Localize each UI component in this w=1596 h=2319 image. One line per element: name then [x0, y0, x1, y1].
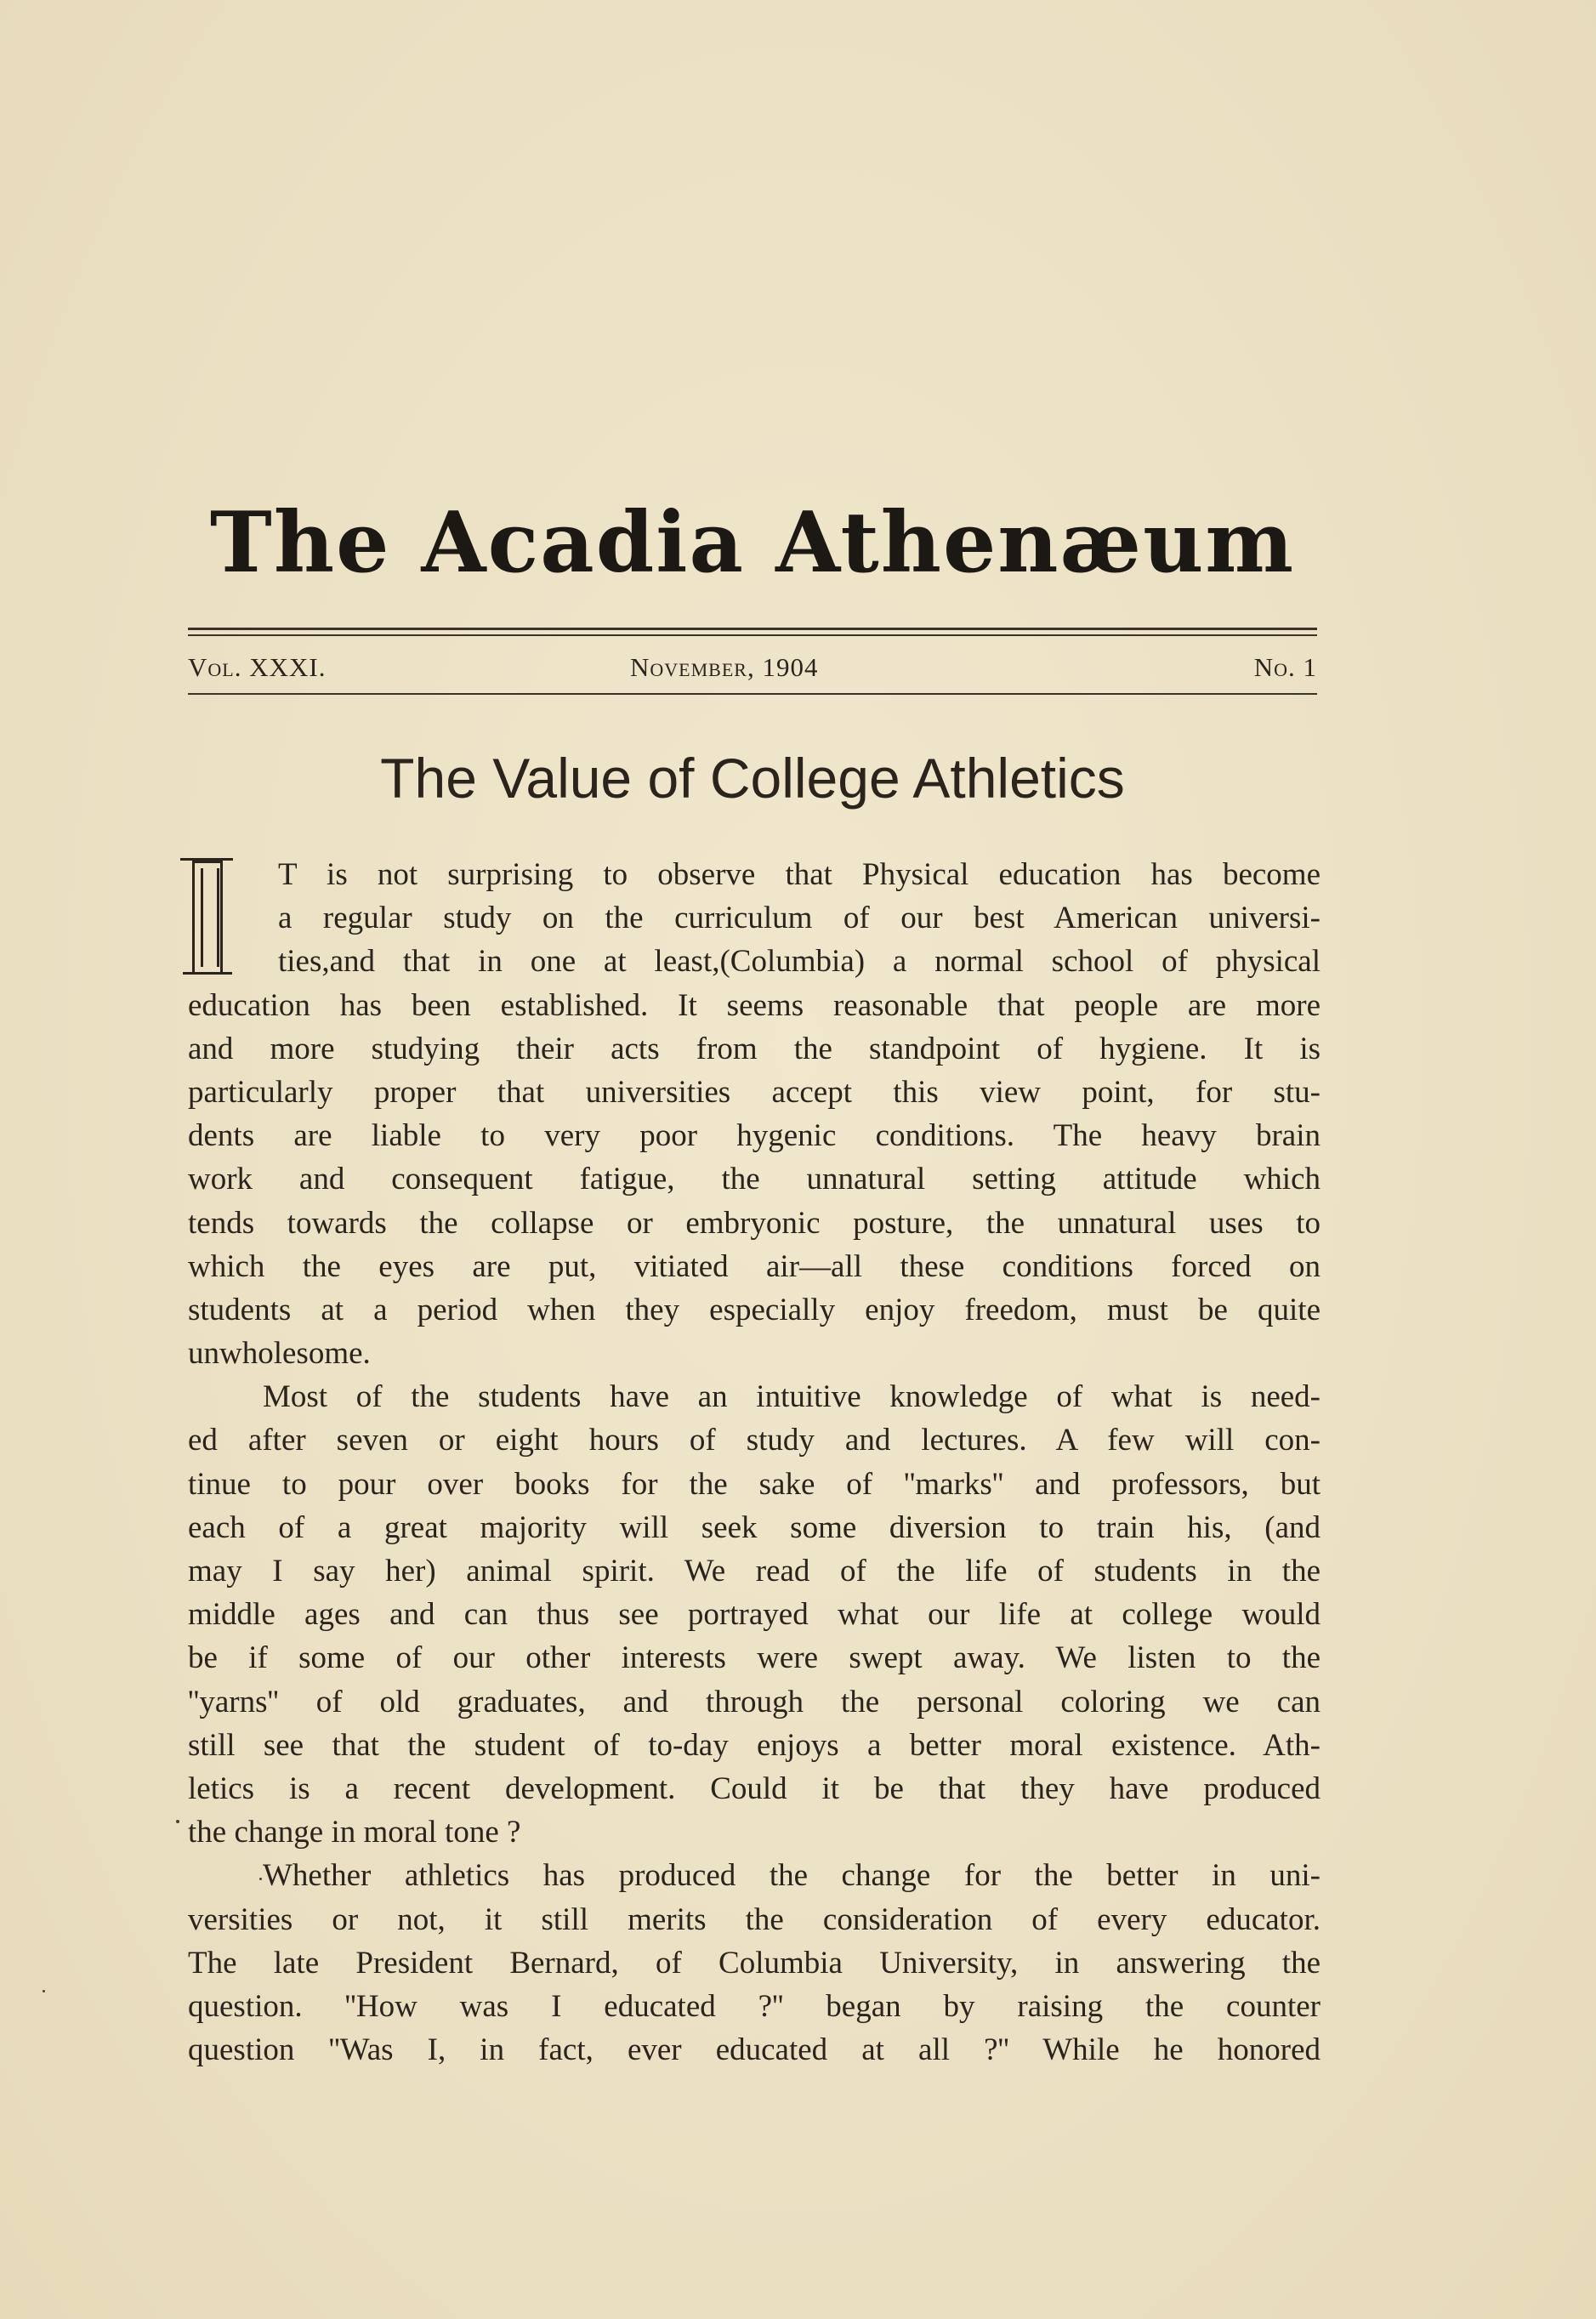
text-line: The late President Bernard, of Columbia University, in answering the [188, 1945, 1321, 1981]
text-line: education has been established. It seems reasonable that people are more [188, 987, 1321, 1023]
text-line: letics is a recent development. Could it be that they have produced [188, 1771, 1321, 1806]
paragraph-3 [188, 1854, 1321, 2072]
text-line: each of a great majority will seek some diversion to train his, (and [188, 1509, 1321, 1545]
text-line: work and consequent fatigue, the unnatural setting attitude which [188, 1162, 1321, 1197]
paper-speck [176, 1820, 179, 1823]
article-body [188, 853, 1321, 2072]
text-line: the change in moral tone ? [188, 1815, 521, 1850]
text-line: ties,and that in one at least,(Columbia) a normal school of physical [278, 944, 1321, 980]
paper-speck [259, 1878, 262, 1880]
masthead-rule-top [188, 628, 1317, 630]
text-line: particularly proper that universities accept this view point, for stu- [188, 1074, 1321, 1110]
text-line: dents are liable to very poor hygenic conditions. The heavy brain [188, 1118, 1321, 1154]
issue-info-line [188, 652, 1317, 686]
paragraph-2 [188, 1375, 1321, 1854]
text-line: middle ages and can thus see portrayed what our life at college would [188, 1597, 1321, 1633]
text-line: may I say her) animal spirit. We read of the life of students in the [188, 1554, 1321, 1589]
text-line: Whether athletics has produced the change for the better in uni- [263, 1858, 1321, 1894]
masthead-rule-double [188, 634, 1317, 636]
paragraph-1 [188, 853, 1321, 1375]
text-line: a regular study on the curriculum of our best American universi- [278, 901, 1321, 936]
text-line: students at a period when they especially enjoy freedom, must be quite [188, 1292, 1321, 1327]
text-line: versities or not, it still merits the consideration of every educator. [188, 1901, 1321, 1937]
text-line: and more studying their acts from the standpoint of hygiene. It is [188, 1031, 1321, 1066]
issue-number: No. 1 [1253, 652, 1317, 682]
text-line: ed after seven or eight hours of study and lectures. A few will con- [188, 1423, 1321, 1458]
text-line: still see that the student of to-day enjoys a better moral existence. Ath- [188, 1727, 1321, 1763]
issue-rule-bottom [188, 693, 1317, 695]
text-line: tinue to pour over books for the sake of ''marks'' and professors, but [188, 1466, 1321, 1502]
text-line: tends towards the collapse or embryonic posture, the unnatural uses to [188, 1205, 1321, 1241]
text-line: Most of the students have an intuitive knowledge of what is need- [263, 1379, 1321, 1415]
volume-label: Vol. XXXI. [188, 652, 327, 682]
paper-speck [43, 1990, 45, 1992]
text-line: be if some of our other interests were swept away. We listen to the [188, 1640, 1321, 1676]
text-line: T is not surprising to observe that Physical education has become [278, 857, 1321, 892]
text-line: ''yarns'' of old graduates, and through the personal coloring we can [188, 1684, 1321, 1719]
issue-date: November, 1904 [630, 652, 819, 682]
article-title: The Value of College Athletics [380, 747, 1125, 810]
text-line: question ''Was I, in fact, ever educated at all ?'' While he honored [188, 2032, 1321, 2068]
masthead-title: The Acadia Athenæum [209, 494, 1296, 592]
text-line: question. ''How was I educated ?'' began by raising the counter [188, 1988, 1321, 2024]
text-line: unwholesome. [188, 1336, 371, 1372]
text-line: which the eyes are put, vitiated air—all these conditions forced on [188, 1248, 1321, 1284]
